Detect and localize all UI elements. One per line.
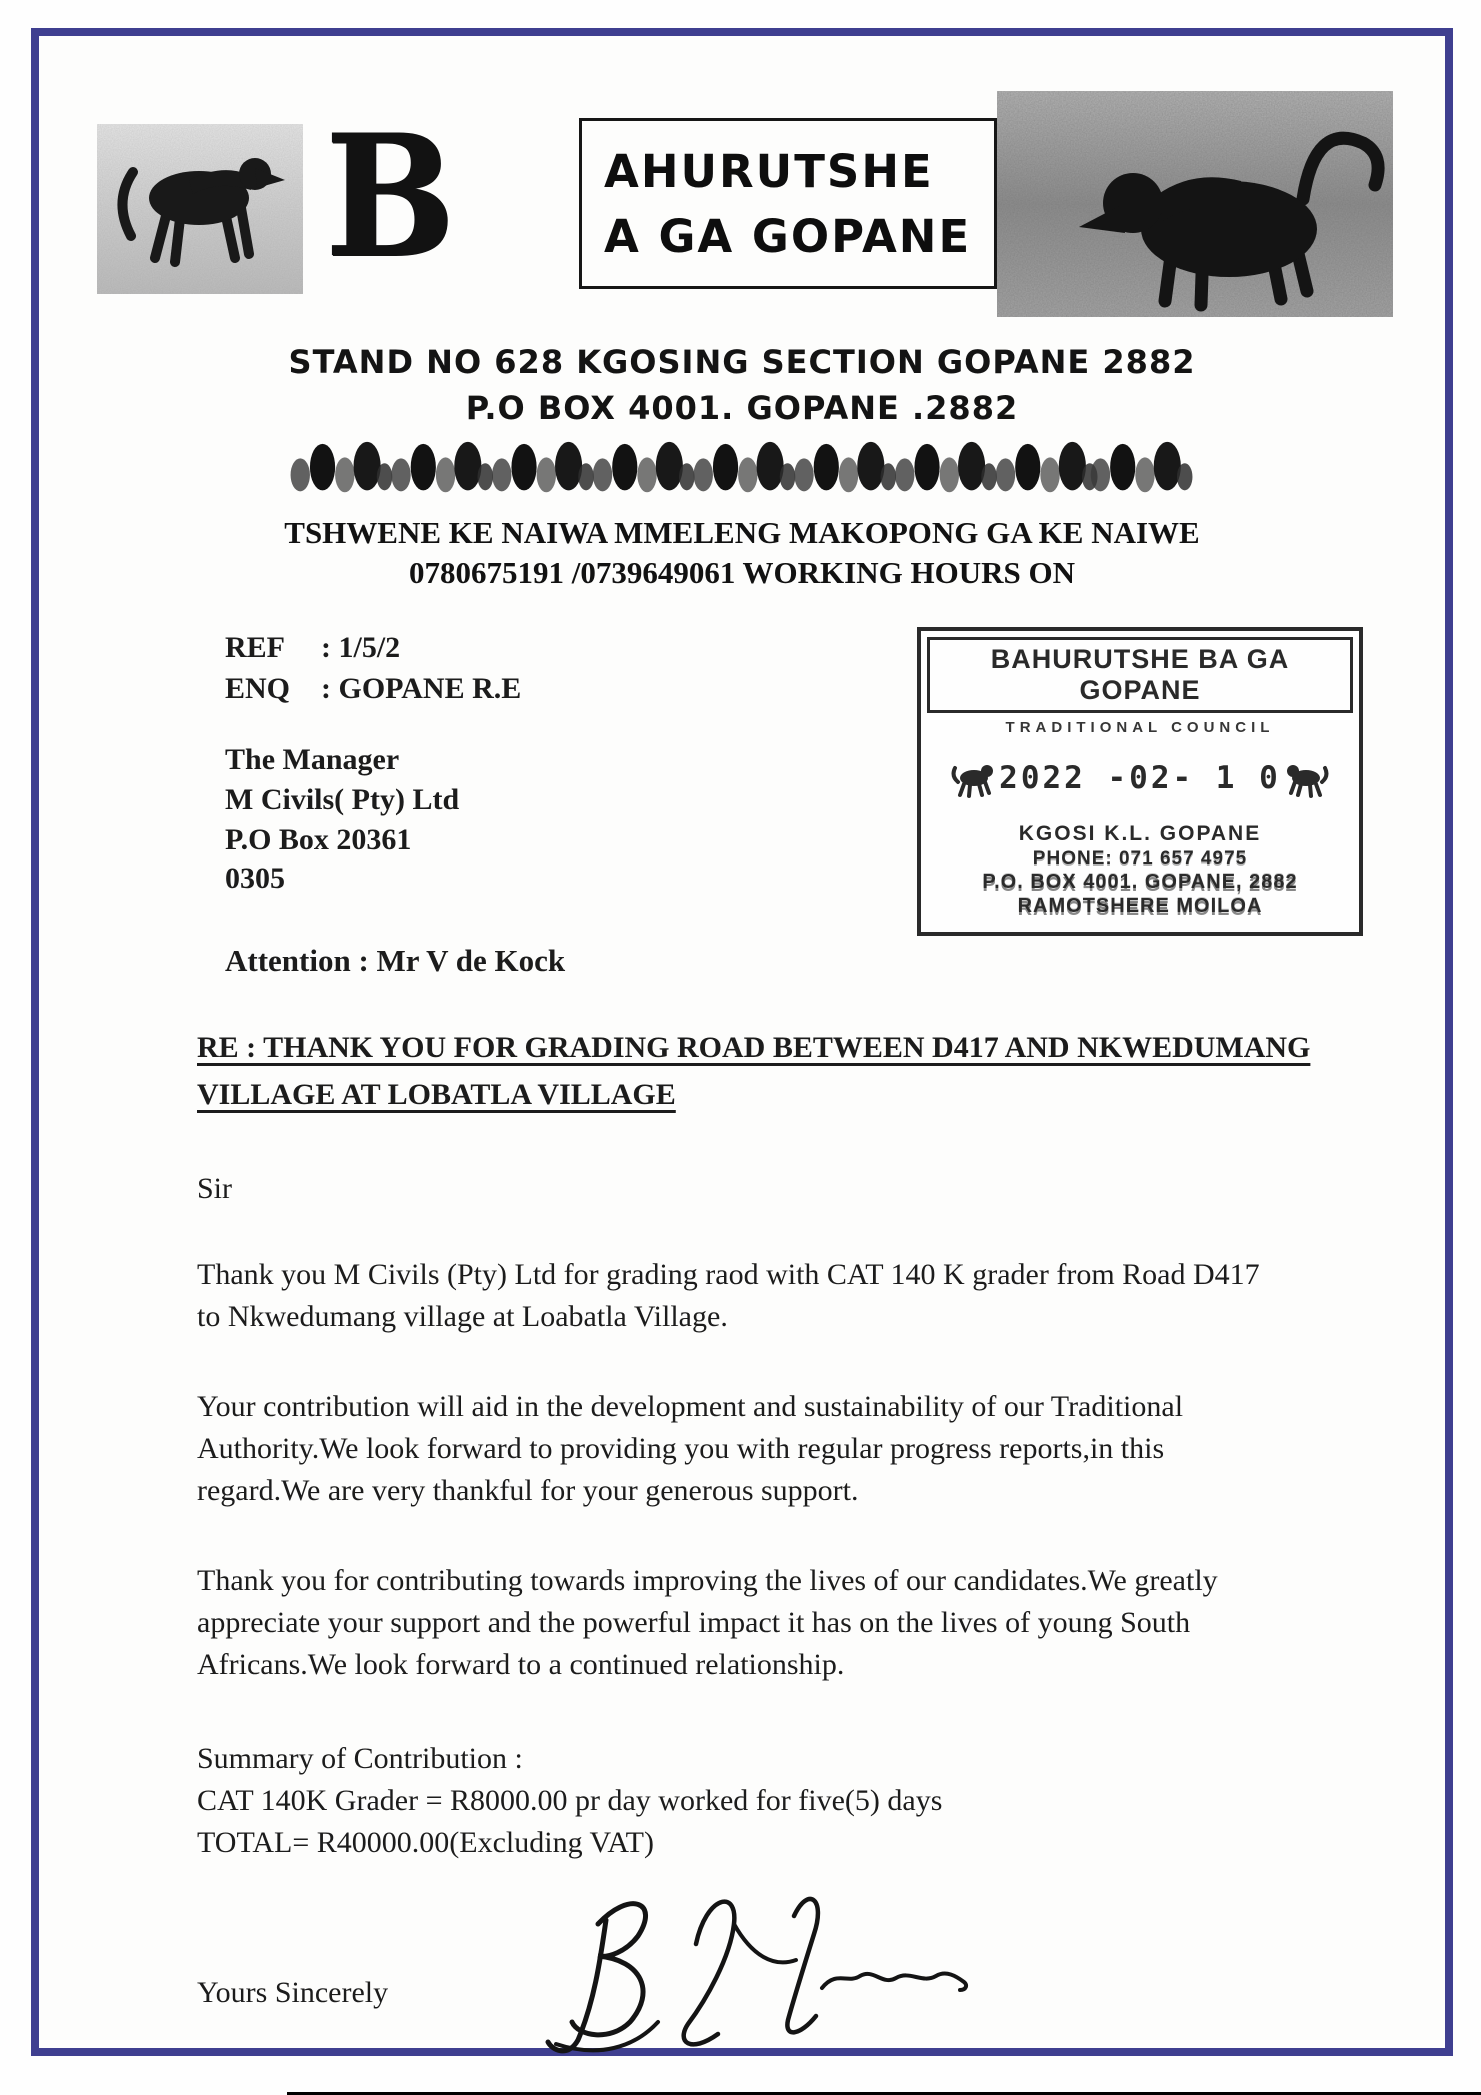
valediction: Yours Sincerely — [197, 1976, 389, 2010]
po-box-line: P.O BOX 4001. GOPANE .2882 — [465, 389, 1019, 427]
phone-working-hours-line: 0780675191 /0739649061 WORKING HOURS ON — [409, 555, 1075, 590]
paragraph-1 — [197, 1254, 1363, 1338]
ref-line — [225, 627, 917, 668]
enq-label: ENQ — [225, 672, 291, 706]
logo-letter-b: B — [324, 97, 456, 295]
enq-value: : GOPANE R.E — [321, 672, 522, 706]
stand-address-line: STAND NO 628 KGOSING SECTION GOPANE 2882 — [288, 343, 1196, 381]
baboon-row-band-decoration — [272, 439, 1212, 501]
closing-block — [197, 1872, 1363, 2082]
salutation: Sir — [197, 1172, 233, 1206]
baboon-icon — [949, 758, 995, 798]
paragraph-2-line: Authority.We look forward to providing you with regular progress reports,in this — [197, 1432, 1165, 1466]
subject-line-1: RE : THANK YOU FOR GRADING ROAD BETWEEN D417 AND NKWEDUMANG — [197, 1031, 1311, 1065]
handwritten-signature — [538, 1872, 978, 2082]
summary-rate-line: CAT 140K Grader = R8000.00 pr day worked for five(5) days — [197, 1784, 943, 1818]
ref-value: : 1/5/2 — [321, 631, 401, 664]
subject-line-2: VILLAGE AT LOBATLA VILLAGE — [197, 1077, 676, 1111]
recipient-line: The Manager — [225, 742, 400, 776]
recipient-line: 0305 — [225, 862, 285, 896]
traditional-council-stamp — [917, 627, 1363, 936]
attention-line: Attention : Mr V de Kock — [225, 943, 566, 979]
recipient-line: M Civils( Pty) Ltd — [225, 782, 460, 816]
contribution-summary — [197, 1738, 1363, 1864]
summary-heading: Summary of Contribution : — [197, 1742, 523, 1776]
org-name-line1: AHURUTSHE — [604, 145, 934, 198]
baboon-photo-right — [997, 91, 1393, 317]
org-name-line2: A GA GOPANE — [604, 210, 972, 264]
paragraph-1-line: to Nkwedumang village at Loabatla Village. — [197, 1300, 728, 1334]
paragraph-3-line: appreciate your support and the powerful impact it has on the lives of young South — [197, 1606, 1191, 1640]
stamp-title: BAHURUTSHE BA GA GOPANE — [927, 637, 1353, 713]
letterhead — [79, 72, 1405, 317]
motto-line: TSHWENE KE NAIWA MMELENG MAKOPONG GA KE NAIWE — [284, 515, 1200, 550]
stamp-municipality-line: RAMOTSHERE MOILOA — [1017, 895, 1263, 917]
stamp-phone-line: PHONE: 071 657 4975 — [1032, 848, 1248, 869]
stamp-kgosi-line: KGOSI K.L. GOPANE — [1018, 822, 1262, 845]
ref-label: REF — [225, 631, 285, 664]
subject-line — [197, 1025, 1363, 1118]
paragraph-2 — [197, 1386, 1363, 1512]
recipient-address-block — [225, 740, 917, 900]
letter-content — [39, 36, 1445, 2048]
reference-and-recipient — [197, 627, 917, 979]
paragraph-1-line: Thank you M Civils (Pty) Ltd for grading raod with CAT 140 K grader from Road D417 — [197, 1258, 1260, 1292]
paragraph-3-line: Thank you for contributing towards improving the lives of our candidates.We greatly — [197, 1564, 1218, 1598]
org-name-box — [579, 118, 997, 289]
paragraph-2-line: Your contribution will aid in the development and sustainability of our Traditional — [197, 1390, 1184, 1424]
enq-line — [225, 668, 917, 709]
letter-body — [79, 627, 1405, 2095]
page-border-frame — [31, 28, 1453, 2056]
baboon-icon — [1285, 758, 1331, 798]
stamp-pobox-line: P.O. BOX 4001. GOPANE, 2882 — [982, 871, 1298, 893]
stamp-subtitle: TRADITIONAL COUNCIL — [1005, 719, 1275, 736]
baboon-photo-left — [97, 124, 303, 294]
recipient-line: P.O Box 20361 — [225, 822, 412, 856]
paragraph-2-line: regard.We are very thankful for your generous support. — [197, 1474, 859, 1508]
paragraph-3-line: Africans.We look forward to a continued relationship. — [197, 1648, 845, 1682]
stamp-date: 2022 -02- 1 0 — [999, 760, 1281, 796]
summary-total-line: TOTAL= R40000.00(Excluding VAT) — [197, 1826, 655, 1860]
paragraph-3 — [197, 1560, 1363, 1686]
